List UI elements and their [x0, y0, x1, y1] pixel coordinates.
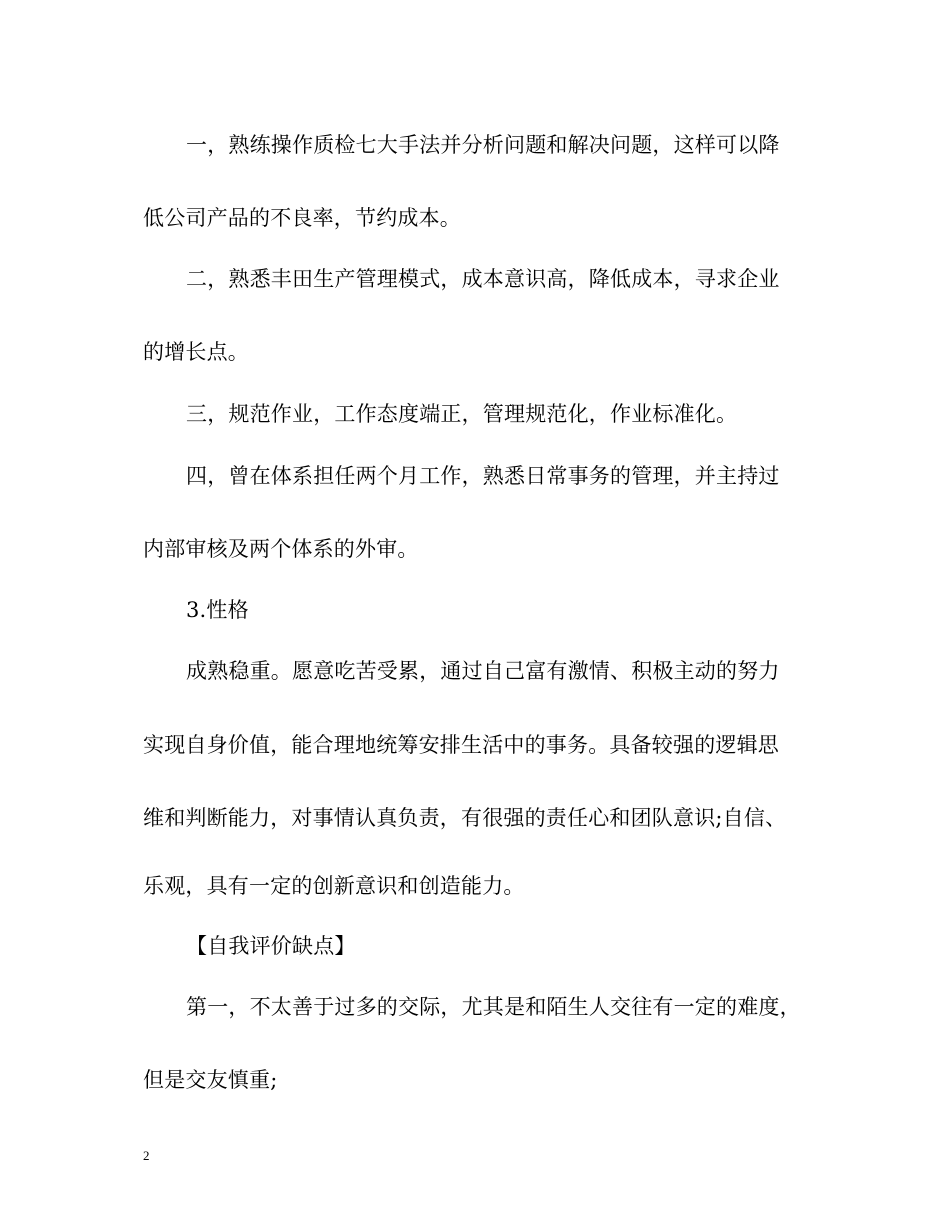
text-line: 但是交友慎重; — [143, 1068, 278, 1092]
text-line: 内部审核及两个体系的外审。 — [143, 537, 419, 561]
text-line: 四，曾在体系担任两个月工作，熟悉日常事务的管理，并主持过 — [186, 464, 780, 488]
text-line: 低公司产品的不良率，节约成本。 — [143, 206, 461, 230]
section-heading: 【自我评价缺点】 — [186, 934, 356, 958]
text-line: 二，熟悉丰田生产管理模式，成本意识高，降低成本，寻求企业 — [186, 267, 780, 291]
text-line: 维和判断能力，对事情认真负责，有很强的责任心和团队意识;自信、 — [143, 806, 787, 830]
section-heading: 3.性格 — [186, 598, 249, 622]
text-line: 三，规范作业，工作态度端正，管理规范化，作业标准化。 — [186, 402, 738, 426]
text-line: 成熟稳重。愿意吃苦受累，通过自己富有激情、积极主动的努力 — [186, 659, 780, 683]
text-line: 的增长点。 — [143, 340, 249, 364]
text-line: 第一，不太善于过多的交际，尤其是和陌生人交往有一定的难度， — [186, 995, 801, 1019]
text-line: 实现自身价值，能合理地统筹安排生活中的事务。具备较强的逻辑思 — [143, 733, 779, 757]
text-line: 一，熟练操作质检七大手法并分析问题和解决问题，这样可以降 — [186, 133, 780, 157]
page-number: 2 — [143, 1148, 150, 1163]
text-line: 乐观，具有一定的创新意识和创造能力。 — [143, 874, 525, 898]
